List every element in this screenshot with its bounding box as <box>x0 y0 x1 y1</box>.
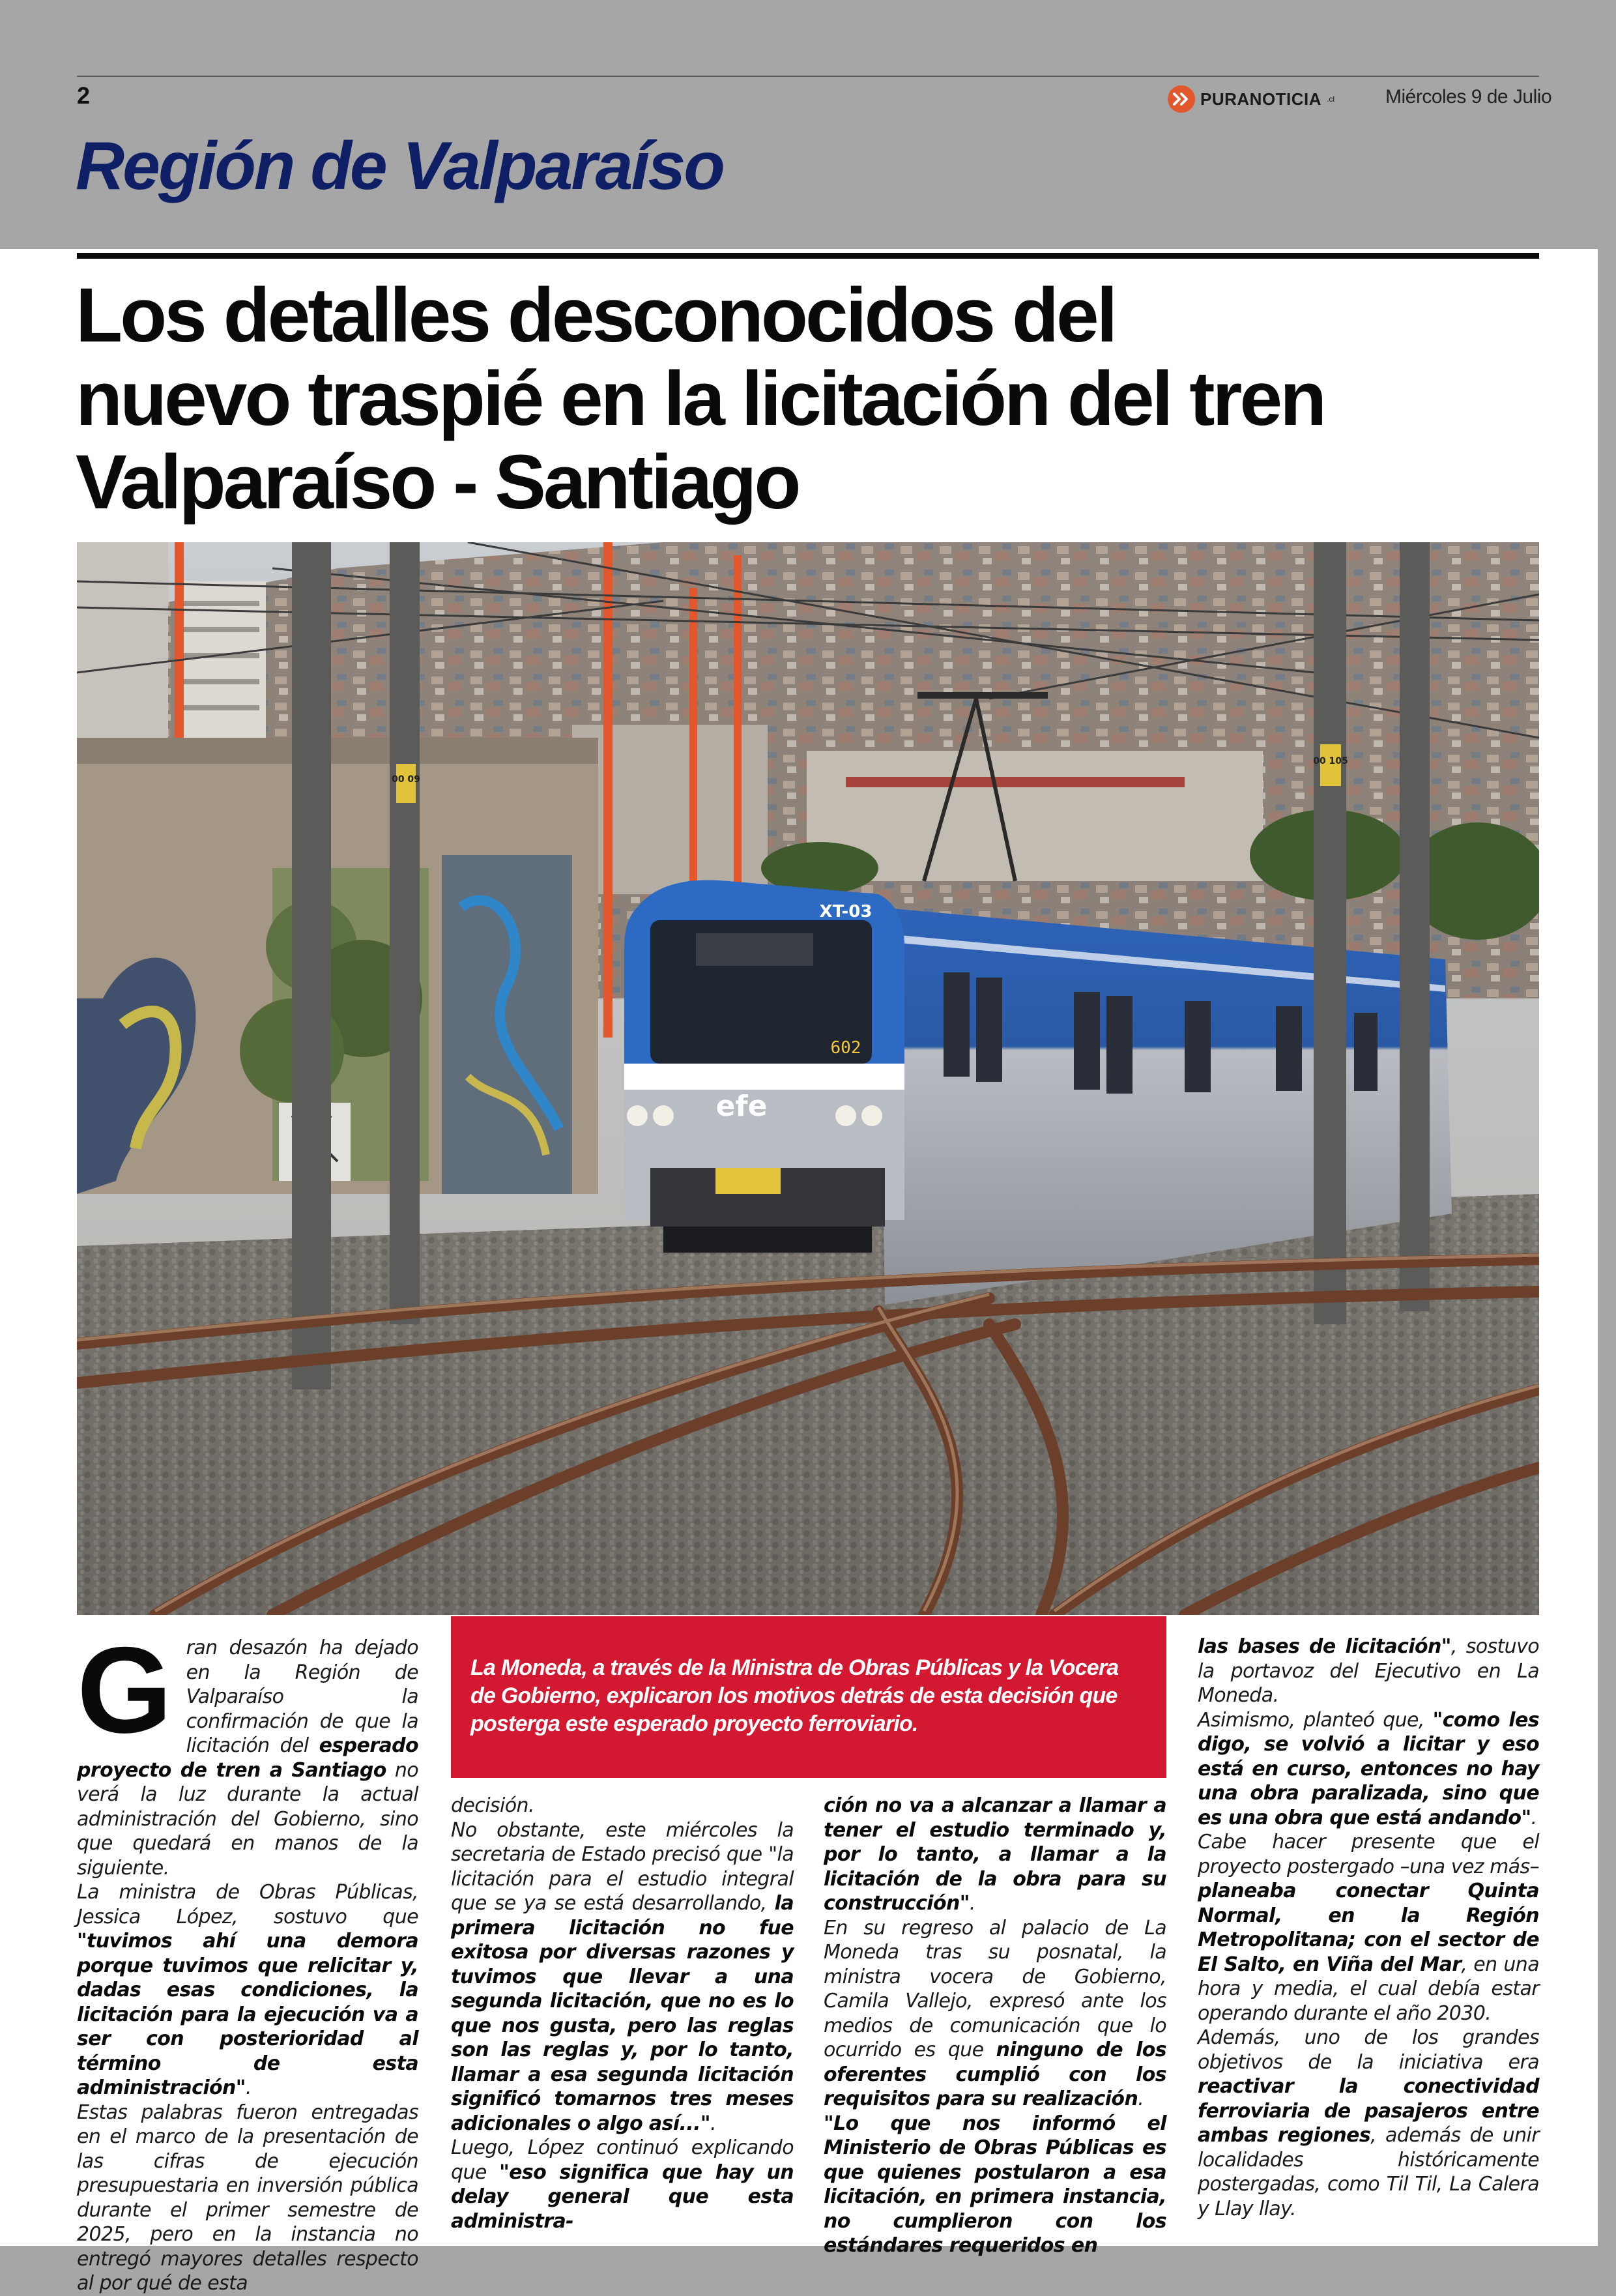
body-column-2 <box>451 1794 794 2233</box>
headline-rule <box>77 253 1539 259</box>
text-run: , además de unir localidades históricamente postergadas, como Til Til, La Calera y Llay llay. <box>1198 2124 1539 2220</box>
text-run: no verá la luz durante la actual administración del Gobierno, sino que quedará en manos de la siguiente. <box>77 1758 418 1880</box>
text-run: Cabe hacer presente que el proyecto postergado –una vez más– <box>1198 1831 1539 1878</box>
headline-line: Los detalles desconocidos del <box>76 272 1116 358</box>
text-run: Luego, López continuó explicando que <box>451 2136 794 2184</box>
train-code-label: XT-03 <box>819 902 873 922</box>
bold-text-run: las bases de licitación" <box>1198 1635 1451 1658</box>
text-run: . <box>245 2076 252 2099</box>
brand-name: PURANOTICIA <box>1200 89 1322 109</box>
bold-text-run: planeaba conectar Quinta Normal, en la Región Metropolitana; con el sector de El Salto, en Viña del Mar <box>1198 1880 1539 1976</box>
text-run: . <box>1531 1806 1537 1829</box>
text-run: Además, uno de los grandes objetivos de la iniciativa era <box>1198 2026 1539 2074</box>
drop-cap: G <box>77 1621 172 1758</box>
body-column-3 <box>824 1794 1166 2258</box>
column-text <box>451 1794 794 2233</box>
train-illustration <box>77 542 1539 1615</box>
page-number: 2 <box>77 82 91 109</box>
pole-sign-left: 00 09 <box>392 774 420 785</box>
header-rule <box>77 76 1539 77</box>
pole-sign-right: 00 105 <box>1313 756 1348 766</box>
text-run: ran desazón ha dejado en la Región de Valparaíso la confirmación de que la licitación del <box>186 1636 418 1757</box>
efe-logo: efe <box>715 1090 768 1123</box>
header-band <box>0 0 1616 249</box>
brand-suffix: .cl <box>1327 94 1335 104</box>
text-run: . <box>710 2112 716 2135</box>
headline-line: Valparaíso - Santiago <box>76 439 799 525</box>
text-run: , en una hora y media, el cual debía estar operando durante el año 2030. <box>1198 1953 1539 2025</box>
text-run: No obstante, este miércoles la secretaria de Estado precisó que "la licitación para el estudio integral que se ya se está desarrollando, <box>451 1818 794 1915</box>
text-run: La ministra de Obras Públicas, Jessica López, sostuvo que <box>77 1881 418 1928</box>
bold-text-run: esperado proyecto de tren a Santiago <box>77 1734 418 1782</box>
bold-text-run: "eso significa que hay un delay general que esta administra- <box>451 2160 794 2233</box>
train-photo <box>77 542 1539 1615</box>
issue-date: Miércoles 9 de Julio <box>1385 86 1552 108</box>
body-column-1 <box>77 1621 418 2296</box>
brand-logo[interactable] <box>1168 85 1335 113</box>
train-number-display: 602 <box>830 1038 861 1058</box>
bold-text-run: ción no va a alcanzar a llamar a tener el estudio terminado y, por lo tanto, a llamar a la licitación de la obra para su construcción" <box>824 1794 1166 1915</box>
bold-text-run: la primera licitación no fue exitosa por diversas razones y tuvimos que llevar a una segunda licitación, que no es lo que nos gusta, pero las reglas son las reglas y, por lo tanto, llamar a esa segunda licitación significó tomarnos tres meses adicionales o algo así..." <box>451 1892 794 2135</box>
text-run: Asimismo, planteó que, <box>1198 1708 1433 1732</box>
callout-box <box>451 1616 1166 1778</box>
text-run: . <box>969 1892 975 1915</box>
text-run: . <box>1138 2087 1144 2110</box>
callout-text: La Moneda, a través de la Ministra de Obras Públicas y la Vocera de Gobierno, explicaron los motivos detrás de esta decisión que posterga este esperado proyecto ferroviario. <box>470 1655 1119 1736</box>
bold-text-run: reactivar la conectividad ferroviaria de pasajeros entre ambas regiones <box>1198 2075 1539 2147</box>
text-run: , sostuvo la portavoz del Ejecutivo en La Moneda. <box>1198 1635 1539 1707</box>
column-text <box>1198 1635 1539 2221</box>
headline <box>76 274 1542 524</box>
bold-text-run: "tuvimos ahí una demora porque tuvimos que relicitar y, dadas esas condiciones, la licitación para la ejecución va a ser con posterioridad al término de esta administración" <box>77 1930 418 2099</box>
bold-text-run: ninguno de los oferentes cumplió con los requisitos para su realización <box>824 2039 1167 2110</box>
column-text <box>824 1794 1166 2258</box>
double-chevron-icon <box>1168 85 1195 113</box>
bold-text-run: "como les digo, se volvió a licitar y eso está en curso, entonces no hay una obra paralizada, sino que es una obra que está andando" <box>1198 1708 1539 1829</box>
text-run: En su regreso al palacio de La Moneda tras su posnatal, la ministra vocera de Gobierno, Camila Vallejo, expresó ante los medios de comunicación que lo ocurrido es que <box>824 1916 1166 2061</box>
bold-text-run: "Lo que nos informó el Ministerio de Obras Públicas es que quienes postularon a esa licitación, en primera instancia, no cumplieron con los estándares requeridos en <box>824 2112 1166 2257</box>
text-run: decisión. <box>451 1794 534 1817</box>
headline-line: nuevo traspié en la licitación del tren <box>76 356 1325 442</box>
section-title: Región de Valparaíso <box>76 128 723 204</box>
body-column-4 <box>1198 1635 1539 2221</box>
text-run: Estas palabras fueron entregadas en el marco de la presentación de las cifras de ejecución presupuestaria en inversión pública durante el primer semestre de 2025, pero en la instancia no entregó mayores detalles respecto al por qué de esta <box>77 2100 418 2295</box>
